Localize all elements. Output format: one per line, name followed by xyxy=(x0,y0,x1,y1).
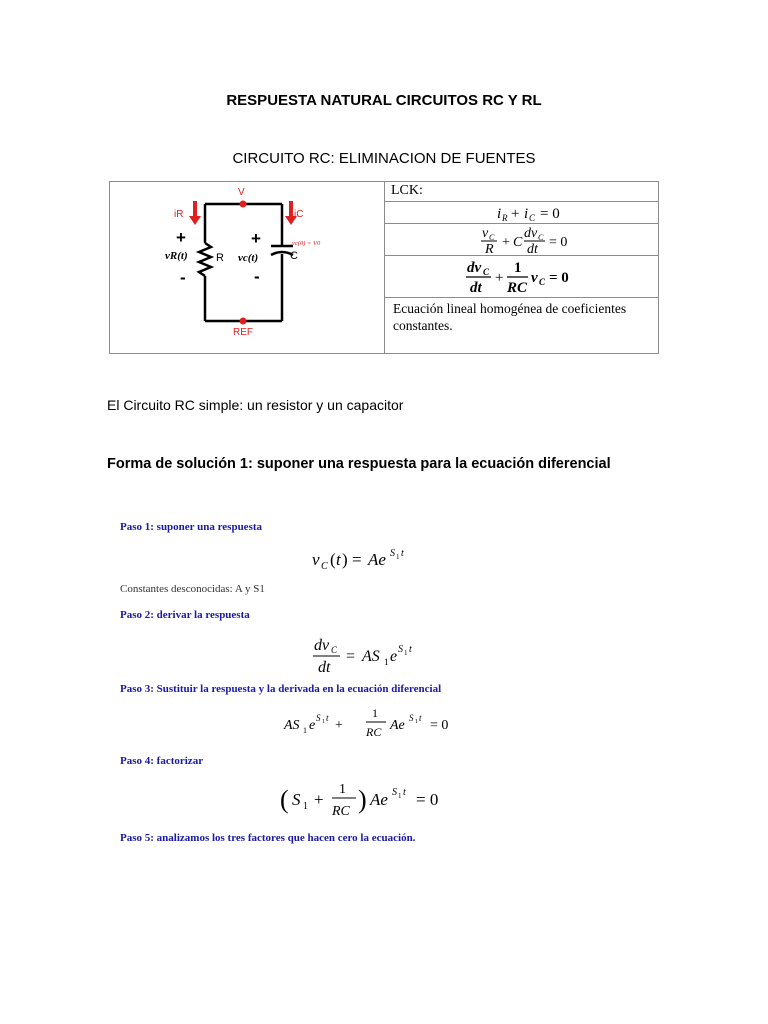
svg-text:e: e xyxy=(390,648,398,665)
node-ref-dot xyxy=(240,318,247,325)
node-v-dot xyxy=(240,201,247,208)
svg-text:Ae: Ae xyxy=(370,790,388,809)
equation-kcl xyxy=(385,202,658,224)
svg-text:): ) xyxy=(358,785,367,814)
intro-paragraph: El Circuito RC simple: un resistor y un capacitor xyxy=(107,397,404,413)
svg-text:= 0: = 0 xyxy=(549,235,568,250)
svg-text:S: S xyxy=(390,548,395,559)
svg-text:dv: dv xyxy=(524,226,538,241)
svg-text:C: C xyxy=(513,235,523,250)
svg-text:t: t xyxy=(336,550,341,569)
equation-description: Ecuación lineal homogénea de coeficientes constantes. xyxy=(393,301,627,333)
svg-text:+: + xyxy=(495,270,504,286)
rc-circuit-diagram xyxy=(110,182,384,353)
svg-text:=: = xyxy=(346,648,356,665)
initial-condition: vc(0) = V0 xyxy=(292,240,321,247)
unknown-constants: Constantes desconocidas: A y S1 xyxy=(120,583,265,595)
svg-text:C: C xyxy=(331,645,338,655)
svg-text:+: + xyxy=(314,790,324,809)
lck-header: LCK: xyxy=(385,182,658,202)
svg-text:1: 1 xyxy=(322,719,325,725)
svg-text:+: + xyxy=(335,718,343,733)
svg-text:RC: RC xyxy=(332,804,350,819)
step-4-heading: Paso 4: factorizar xyxy=(120,755,204,767)
svg-text:(: ( xyxy=(280,785,289,814)
plus-r: + xyxy=(176,228,186,247)
step-1-equation xyxy=(300,544,450,574)
svg-text:C: C xyxy=(539,277,546,287)
svg-text:(: ( xyxy=(330,550,336,569)
svg-text:dt: dt xyxy=(318,659,331,676)
svg-text:Ae: Ae xyxy=(390,718,405,733)
svg-text:S: S xyxy=(409,713,414,723)
svg-text:1: 1 xyxy=(384,657,389,667)
minus-r: - xyxy=(180,268,186,287)
minus-c: - xyxy=(254,267,260,286)
page-title: RESPUESTA NATURAL CIRCUITOS RC Y RL xyxy=(226,92,542,109)
svg-text:C: C xyxy=(321,561,328,572)
svg-text:AS: AS xyxy=(362,648,380,665)
svg-text:i: i xyxy=(524,206,529,222)
svg-text:C: C xyxy=(538,233,544,242)
step-3-heading: Paso 3: Sustituir la respuesta y la derivada en la ecuación diferencial xyxy=(120,683,442,695)
current-ic-label: iC xyxy=(294,209,304,220)
svg-text:1: 1 xyxy=(404,649,408,657)
svg-text:= 0: = 0 xyxy=(540,206,560,222)
step-5-heading: Paso 5: analizamos los tres factores que hacen cero la ecuación. xyxy=(120,832,416,844)
svg-text:v: v xyxy=(482,226,489,241)
svg-text:v: v xyxy=(531,270,538,286)
step-3-equation xyxy=(282,704,482,746)
svg-text:= 0: = 0 xyxy=(430,718,449,733)
svg-text:dt: dt xyxy=(470,280,482,296)
label-c: C xyxy=(290,250,298,262)
svg-text:= 0: = 0 xyxy=(416,790,439,809)
svg-text:R: R xyxy=(485,242,494,256)
svg-text:S: S xyxy=(316,713,321,723)
label-vr: vR(t) xyxy=(165,250,188,262)
svg-text:1: 1 xyxy=(339,782,346,797)
svg-text:1: 1 xyxy=(398,792,402,800)
svg-text:+: + xyxy=(502,235,510,250)
svg-text:t: t xyxy=(419,713,422,723)
current-ir-label: iR xyxy=(174,209,184,220)
label-r: R xyxy=(216,252,224,264)
svg-text:AS: AS xyxy=(284,718,300,733)
svg-text:t: t xyxy=(326,713,329,723)
svg-text:t: t xyxy=(409,644,412,655)
svg-text:C: C xyxy=(489,233,495,242)
step-4-equation xyxy=(278,778,478,824)
svg-text:C: C xyxy=(529,213,536,223)
svg-text:dt: dt xyxy=(527,242,538,256)
label-vc: vc(t) xyxy=(238,252,259,264)
section-subtitle: CIRCUITO RC: ELIMINACION DE FUENTES xyxy=(232,150,536,167)
svg-text:dv: dv xyxy=(467,260,482,276)
svg-text:+: + xyxy=(511,206,520,222)
node-ref-label: REF xyxy=(233,327,253,338)
svg-text:1: 1 xyxy=(514,260,522,276)
equation-differential xyxy=(385,256,658,298)
svg-text:Ae: Ae xyxy=(368,550,386,569)
svg-text:): ) xyxy=(342,550,348,569)
svg-text:t: t xyxy=(401,548,404,559)
svg-text:e: e xyxy=(309,718,316,733)
solution-heading: Forma de solución 1: suponer una respuesta para la ecuación diferencial xyxy=(107,456,611,472)
svg-text:1: 1 xyxy=(303,801,308,812)
svg-text:t: t xyxy=(403,787,406,798)
svg-text:1: 1 xyxy=(303,726,307,735)
equation-nodal xyxy=(385,224,658,256)
svg-text:S: S xyxy=(292,790,301,809)
step-2-heading: Paso 2: derivar la respuesta xyxy=(120,609,250,621)
step-2-equation xyxy=(308,634,458,676)
svg-text:dv: dv xyxy=(314,637,330,654)
svg-text:1: 1 xyxy=(372,706,378,720)
plus-c: + xyxy=(251,229,261,248)
svg-text:R: R xyxy=(502,213,508,223)
svg-text:S: S xyxy=(392,787,397,798)
svg-text:v: v xyxy=(312,550,320,569)
svg-text:S: S xyxy=(398,644,403,655)
svg-text:1: 1 xyxy=(415,719,418,725)
rc-table xyxy=(109,181,659,354)
svg-text:=: = xyxy=(352,550,362,569)
step-1-heading: Paso 1: suponer una respuesta xyxy=(120,521,263,533)
svg-text:= 0: = 0 xyxy=(549,270,569,286)
node-v-label: V xyxy=(238,187,245,198)
svg-text:RC: RC xyxy=(507,280,528,296)
svg-text:i: i xyxy=(497,206,502,222)
svg-text:RC: RC xyxy=(366,725,382,739)
svg-text:1: 1 xyxy=(396,553,400,561)
svg-text:C: C xyxy=(483,267,490,277)
